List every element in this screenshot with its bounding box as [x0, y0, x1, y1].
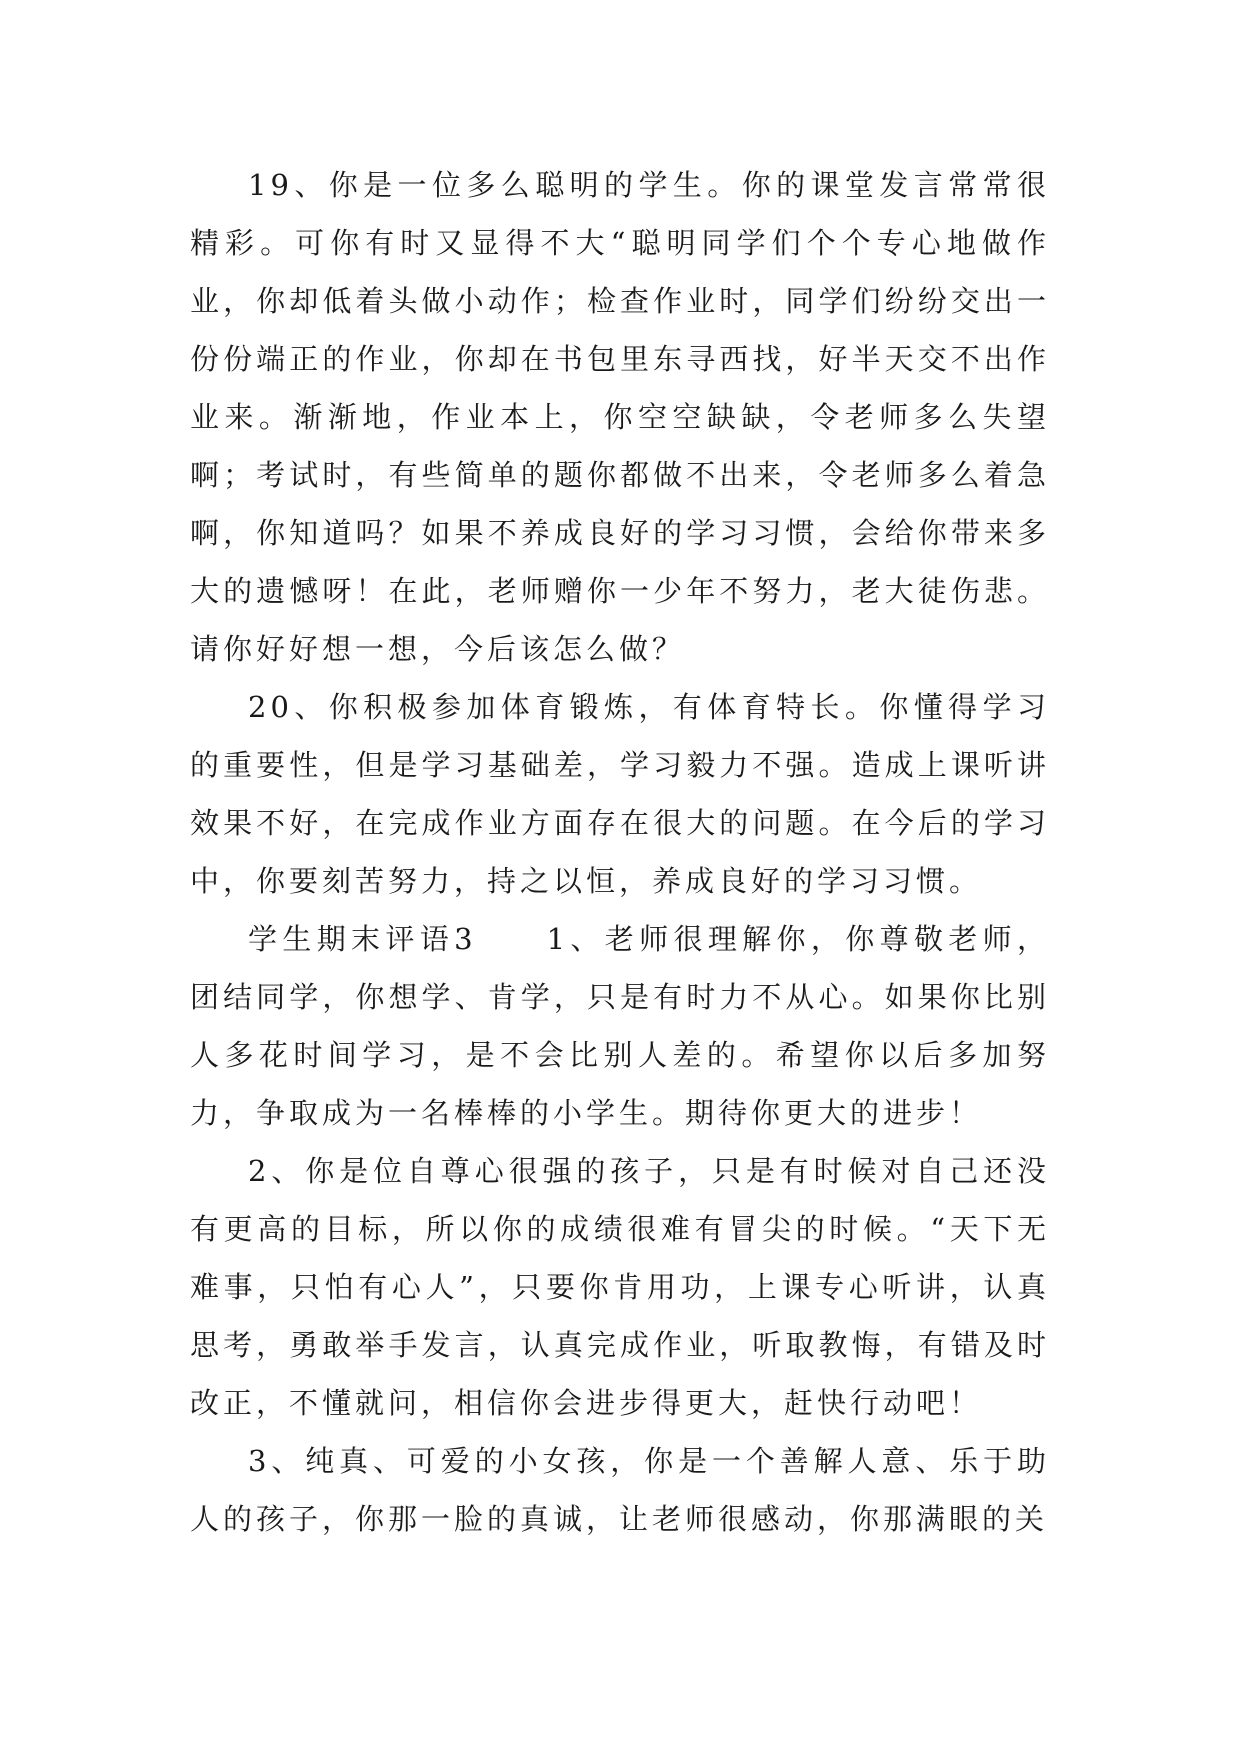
paragraph-section3-item1: 学生期末评语3 1、老师很理解你，你尊敬老师，团结同学，你想学、肯学，只是有时力不从心。如果你比别人多花时间学习，是不会比别人差的。希望你以后多加努力，争取成为一名棒棒的小学生。期待你更大的进步！	[190, 922, 1050, 1130]
paragraph-section3-item2: 2、你是位自尊心很强的孩子，只是有时候对自己还没有更高的目标，所以你的成绩很难有冒尖的时候。“天下无难事，只怕有心人”，只要你肯用功，上课专心听讲，认真思考，勇敢举手发言，认真完成作业，听取教悔，有错及时改正，不懂就问，相信你会进步得更大，赶快行动吧！	[190, 1154, 1050, 1420]
paragraph-20: 20、你积极参加体育锻炼，有体育特长。你懂得学习的重要性，但是学习基础差，学习毅力不强。造成上课听讲效果不好，在完成作业方面存在很大的问题。在今后的学习中，你要刻苦努力，持之以恒，养成良好的学习习惯。	[190, 690, 1050, 898]
document-body	[190, 156, 1050, 1548]
paragraph-19: 19、你是一位多么聪明的学生。你的课堂发言常常很精彩。可你有时又显得不大“聪明同学们个个专心地做作业，你却低着头做小动作；检查作业时，同学们纷纷交出一份份端正的作业，你却在书包里东寻西找，好半天交不出作业来。渐渐地，作业本上，你空空缺缺，令老师多么失望啊；考试时，有些简单的题你都做不出来，令老师多么着急啊，你知道吗？如果不养成良好的学习习惯，会给你带来多大的遗憾呀！在此，老师赠你一少年不努力，老大徒伤悲。请你好好想一想，今后该怎么做？	[190, 168, 1050, 666]
paragraph-section3-item3: 3、纯真、可爱的小女孩，你是一个善解人意、乐于助人的孩子，你那一脸的真诚，让老师很感动，你那满眼的关	[190, 1444, 1050, 1536]
